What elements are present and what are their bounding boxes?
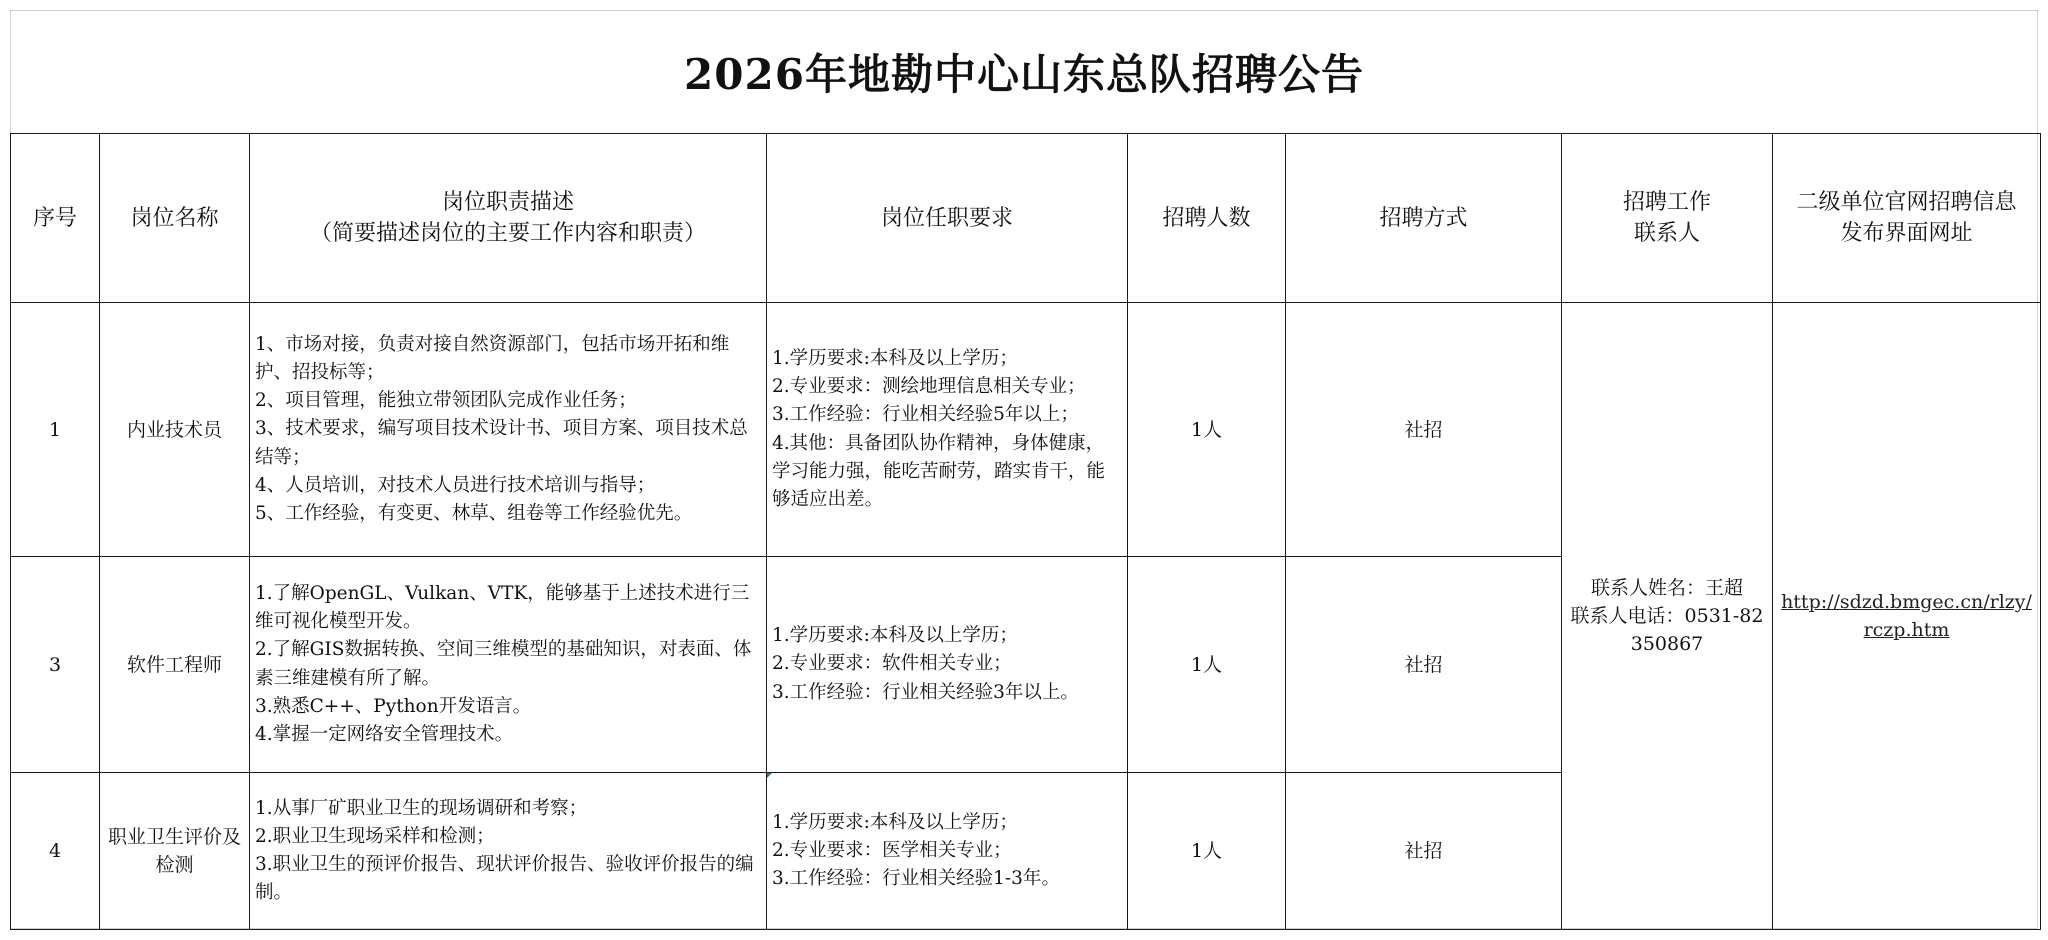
row-position-name: 职业卫生评价及检测: [100, 773, 250, 930]
duty-item: 1.了解OpenGL、Vulkan、VTK，能够基于上述技术进行三维可视化模型开发。: [255, 582, 750, 633]
duty-item: 2.职业卫生现场采样和检测；: [255, 825, 495, 847]
header-url-line2: 发布界面网址: [1840, 221, 1973, 246]
header-headcount: 招聘人数: [1128, 134, 1286, 303]
header-contact: [1562, 134, 1773, 303]
cell-comment-marker: [767, 773, 772, 778]
row-method: 社招: [1286, 773, 1562, 930]
contact-name: 联系人姓名：王超: [1590, 577, 1743, 599]
recruitment-url-link[interactable]: http://sdzd.bmgec.cn/rlzy/rczp.htm: [1781, 591, 2032, 641]
row-method: 社招: [1286, 303, 1562, 557]
contact-phone: 联系人电话：0531-82350867: [1570, 605, 1764, 655]
table-row: [11, 303, 2041, 557]
requirement-item: 1.学历要求:本科及以上学历；: [772, 347, 1018, 369]
announcement-sheet: [10, 10, 2038, 929]
row-index: 3: [11, 557, 100, 773]
duty-item: 1、市场对接，负责对接自然资源部门，包括市场开拓和维护、招投标等；: [255, 333, 730, 383]
header-requirements: 岗位任职要求: [767, 134, 1128, 303]
duty-item: 5、工作经验，有变更、林草、组卷等工作经验优先。: [255, 503, 693, 524]
requirement-item: 3.工作经验：行业相关经验3年以上。: [772, 681, 1079, 703]
requirement-item: 3.工作经验：行业相关经验1-3年。: [772, 868, 1060, 890]
header-url: [1773, 134, 2041, 303]
header-index: 序号: [11, 134, 100, 303]
row-position-name: 内业技术员: [100, 303, 250, 557]
header-duties-title: 岗位职责描述: [441, 190, 574, 215]
requirement-item: 4.其他：具备团队协作精神，身体健康，学习能力强，能吃苦耐劳，踏实肯干，能够适应出差。: [772, 432, 1106, 510]
row-headcount: 1人: [1128, 303, 1286, 557]
requirement-item: 1.学历要求:本科及以上学历；: [772, 625, 1018, 647]
row-headcount: 1人: [1128, 773, 1286, 930]
duty-item: 3、技术要求，编写项目技术设计书、项目方案、项目技术总结等；: [255, 418, 748, 468]
header-duties: [250, 134, 767, 303]
duty-item: 1.从事厂矿职业卫生的现场调研和考察；: [255, 797, 588, 819]
header-contact-line2: 联系人: [1633, 221, 1700, 246]
header-contact-line1: 招聘工作: [1622, 190, 1711, 215]
duty-item: 4.掌握一定网络安全管理技术。: [255, 723, 514, 745]
row-requirements: [767, 557, 1128, 773]
table-header-row: [11, 134, 2041, 303]
row-index: 4: [11, 773, 100, 930]
requirement-item: 2.专业要求：测绘地理信息相关专业；: [772, 376, 1086, 398]
requirement-item: 2.专业要求：医学相关专业；: [772, 839, 1012, 861]
row-duties: [250, 303, 767, 557]
row-headcount: 1人: [1128, 557, 1286, 773]
page-title: 2026年地勘中心山东总队招聘公告: [684, 50, 1364, 99]
row-position-name: 软件工程师: [100, 557, 250, 773]
row-duties: [250, 773, 767, 930]
header-position-name: 岗位名称: [100, 134, 250, 303]
duty-item: 3.职业卫生的预评价报告、现状评价报告、验收评价报告的编制。: [255, 854, 754, 904]
row-index: 1: [11, 303, 100, 557]
duty-item: 3.熟悉C++、Python开发语言。: [255, 695, 532, 717]
requirement-item: 3.工作经验：行业相关经验5年以上；: [772, 404, 1079, 426]
contact-cell: [1562, 303, 1773, 930]
header-url-line1: 二级单位官网招聘信息: [1796, 190, 2017, 215]
header-duties-subtitle: （简要描述岗位的主要工作内容和职责）: [309, 221, 706, 246]
duty-item: 2、项目管理，能独立带领团队完成作业任务；: [255, 390, 637, 412]
duty-item: 2.了解GIS数据转换、空间三维模型的基础知识，对表面、体素三维建模有所了解。: [255, 639, 752, 689]
duty-item: 4、人员培训，对技术人员进行技术培训与指导；: [255, 474, 656, 496]
requirement-item: 2.专业要求：软件相关专业；: [772, 653, 1012, 675]
header-method: 招聘方式: [1286, 134, 1562, 303]
recruitment-table: [10, 133, 2041, 930]
requirement-item: 1.学历要求:本科及以上学历；: [772, 811, 1018, 833]
row-method: 社招: [1286, 557, 1562, 773]
row-duties: [250, 557, 767, 773]
url-cell: [1773, 303, 2041, 930]
row-requirements: [767, 773, 1128, 930]
row-requirements: [767, 303, 1128, 557]
